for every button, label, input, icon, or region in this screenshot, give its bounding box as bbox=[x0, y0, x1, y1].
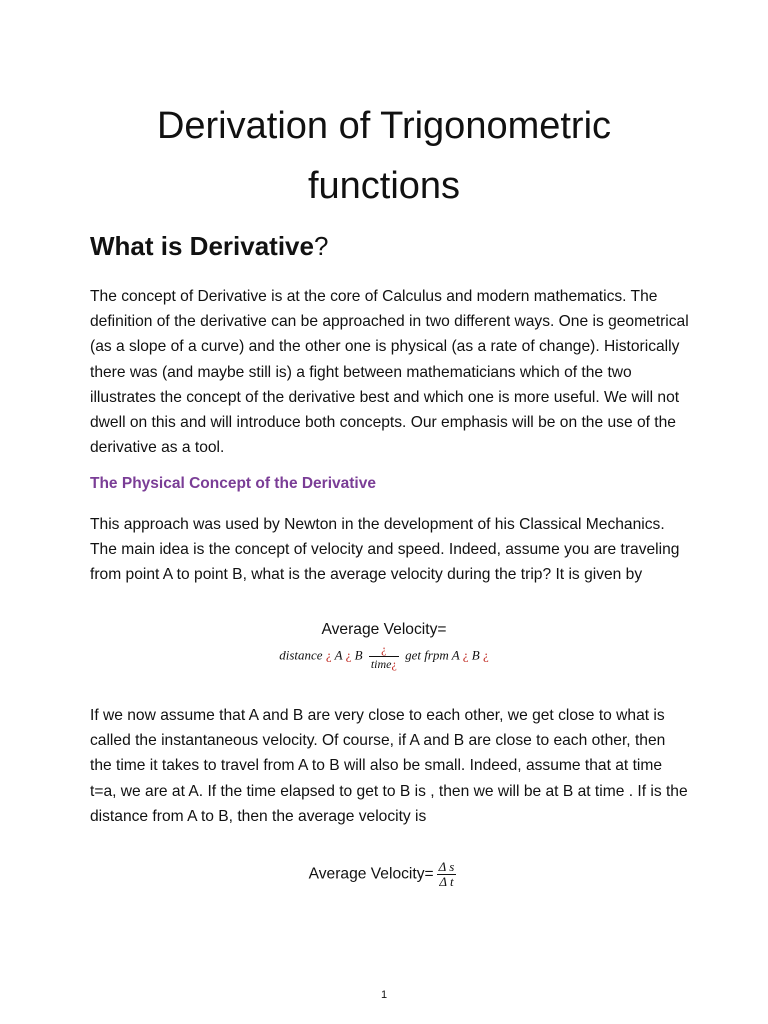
formula-a: A bbox=[334, 647, 343, 663]
equation-2 bbox=[0, 860, 768, 889]
paragraph-physical: This approach was used by Newton in the development of his Classical Mechanics. The main idea is the concept of velocity and speed. Indeed, assume you are traveling from point A to point B, what is the average velocity during the trip? It is given by bbox=[90, 516, 680, 584]
formula-time: time bbox=[370, 657, 392, 671]
page-number: 1 bbox=[380, 989, 388, 1001]
section-heading-suffix: ? bbox=[313, 231, 329, 261]
title-line-2: functions bbox=[307, 165, 461, 207]
paragraph-instantaneous: If we now assume that A and B are very close to each other, we get close to what is called the instantaneous velocity. Of course, if A and B are close to each other, then the time it takes to travel from A to B will also be small. Indeed, assume that at time t=a, we are at A. If the time elapsed to get to B is , then we will be at B at time . If is the distance from A to B, then the average velocity is bbox=[90, 707, 688, 825]
equation-2-label: Average Velocity= bbox=[308, 865, 434, 883]
formula-fraction bbox=[369, 642, 399, 671]
formula-glyph-5: ¿ bbox=[482, 647, 489, 663]
formula-a2: A bbox=[451, 647, 460, 663]
formula-b2: B bbox=[471, 647, 480, 663]
equation-2-numerator: Δ s bbox=[438, 859, 455, 874]
paragraph-intro: The concept of Derivative is at the core of Calculus and modern mathematics. The definition of the derivative can be approached in two different ways. One is geometrical (as a slope of a curve) and the other one is physical (as a rate of change). Historically there was (and maybe still is) a fight between mathematicians which of the two illustrates the concept of the derivative best and which one is more useful. We will not dwell on this and will introduce both concepts. Our emphasis will be on the use of the derivative as a tool. bbox=[90, 288, 689, 457]
formula-fraction-numerator: ¿ bbox=[369, 642, 399, 657]
formula-fraction-denominator bbox=[369, 657, 399, 671]
equation-1-label: Average Velocity= bbox=[321, 621, 447, 638]
equation-2-denominator: Δ t bbox=[439, 874, 454, 889]
formula-glyph-2: ¿ bbox=[345, 647, 352, 663]
equation-2-fraction bbox=[437, 860, 457, 889]
section-heading-text: What is Derivative bbox=[90, 231, 314, 261]
formula-glyph-1: ¿ bbox=[325, 647, 332, 663]
page-title bbox=[90, 96, 678, 216]
formula-get-from: get frpm bbox=[405, 647, 449, 663]
formula-glyph-3: ¿ bbox=[391, 657, 397, 671]
equation-1-formula bbox=[0, 642, 768, 671]
formula-glyph-4: ¿ bbox=[462, 647, 469, 663]
subheading: The Physical Concept of the Derivative bbox=[90, 475, 376, 492]
formula-b: B bbox=[354, 647, 363, 663]
title-line-1: Derivation of Trigonometric bbox=[156, 105, 612, 147]
section-heading bbox=[90, 228, 328, 264]
formula-distance: distance bbox=[279, 647, 323, 663]
